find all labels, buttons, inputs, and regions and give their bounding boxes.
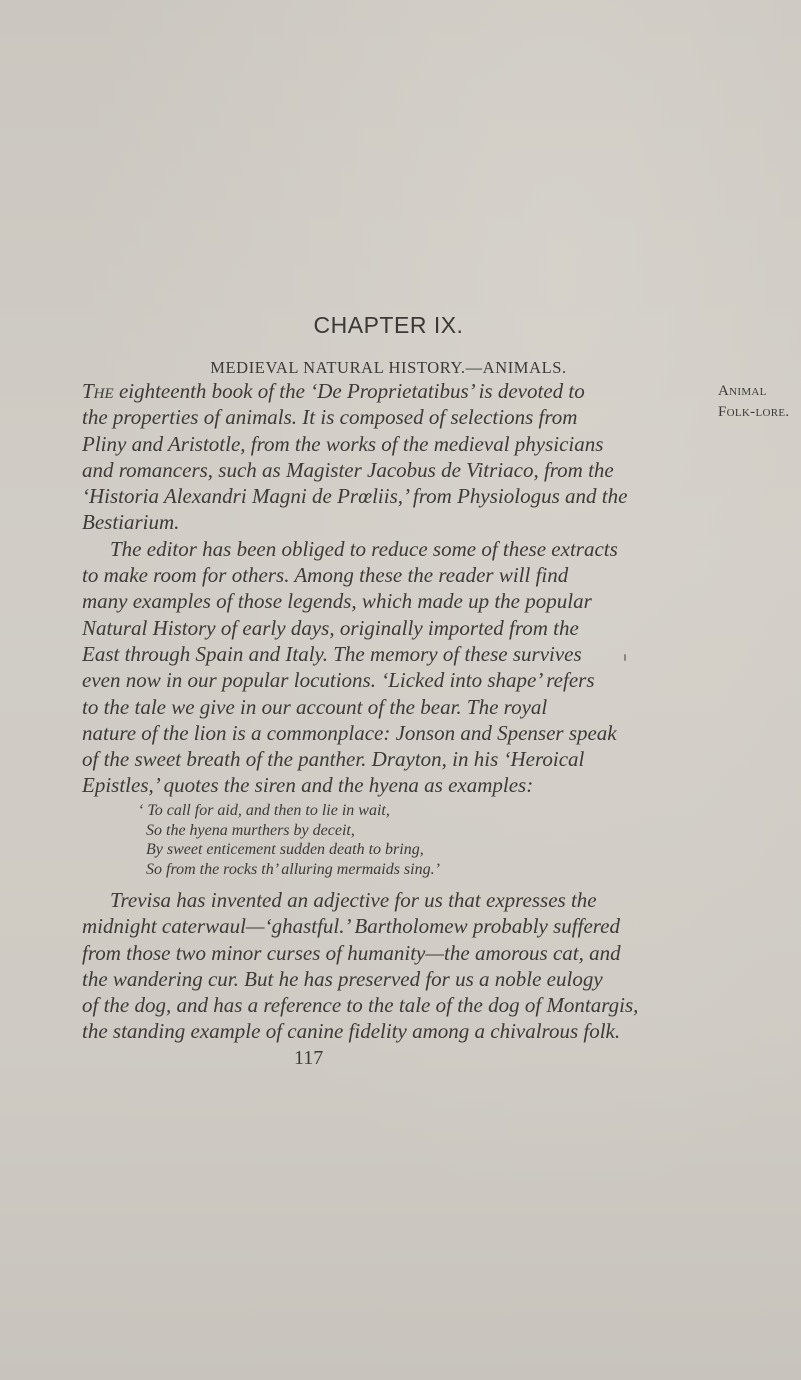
text-line: to the tale we give in our account of the bear. The royal bbox=[82, 694, 548, 719]
body-text-continued bbox=[82, 887, 716, 1045]
verse-line: So the hyena murthers by deceit, bbox=[146, 821, 355, 839]
section-title: MEDIEVAL NATURAL HISTORY.—ANIMALS. bbox=[210, 358, 567, 377]
text-line: the wandering cur. But he has preserved for us a noble eulogy bbox=[82, 966, 603, 991]
text-line: Trevisa has invented an adjective for us that expresses the bbox=[110, 888, 597, 912]
margin-note bbox=[718, 381, 801, 423]
verse-line: ‘ To call for aid, and then to lie in wait, bbox=[138, 802, 390, 819]
text-line: of the sweet breath of the panther. Drayton, in his ‘Heroical bbox=[82, 747, 585, 772]
chapter-title: CHAPTER IX. bbox=[313, 312, 464, 338]
text-line: even now in our popular locutions. ‘Licked into shape’ refers bbox=[82, 668, 595, 693]
text-line: from those two minor curses of humanity—the amorous cat, and bbox=[82, 940, 621, 965]
text-line: Pliny and Aristotle, from the works of the medieval physicians bbox=[82, 431, 604, 456]
opening-word: The bbox=[82, 379, 114, 403]
ink-speck bbox=[624, 654, 626, 661]
verse-line: By sweet enticement sudden death to bring, bbox=[146, 841, 424, 859]
text-line: Bestiarium. bbox=[82, 510, 180, 535]
text-line: nature of the lion is a commonplace: Jonson and Spenser speak bbox=[82, 720, 617, 745]
text-line: and romancers, such as Magister Jacobus de Vitriaco, from the bbox=[82, 457, 614, 482]
verse-quotation bbox=[138, 801, 440, 879]
text-line: ‘Historia Alexandri Magni de Prœliis,’ from Physiologus and the bbox=[82, 484, 628, 509]
text-line: of the dog, and has a reference to the tale of the dog of Montargis, bbox=[82, 993, 639, 1018]
body-text bbox=[82, 378, 716, 799]
margin-note-line-2: Folk-lore. bbox=[718, 404, 790, 420]
text-line: midnight caterwaul—‘ghastful.’ Bartholomew probably suffered bbox=[82, 914, 621, 939]
verse-line: So from the rocks th’ alluring mermaids sing.’ bbox=[146, 860, 440, 878]
text-line: Natural History of early days, originally imported from the bbox=[82, 615, 579, 640]
text-line: to make room for others. Among these the reader will find bbox=[82, 563, 569, 588]
text-line: the standing example of canine fidelity among a chivalrous folk. bbox=[82, 1019, 621, 1044]
text-line: The eighteenth book of the ‘De Proprietatibus’ is devoted to bbox=[82, 379, 585, 403]
text-line: many examples of those legends, which made up the popular bbox=[82, 589, 592, 614]
margin-note-line-1: Animal bbox=[718, 383, 767, 399]
page-number: 117 bbox=[294, 1047, 324, 1069]
text-line: East through Spain and Italy. The memory of these survives bbox=[82, 641, 582, 666]
text-line: The editor has been obliged to reduce some of these extracts bbox=[110, 536, 618, 561]
text-line: Epistles,’ quotes the siren and the hyena as examples: bbox=[82, 773, 534, 798]
text-line: the properties of animals. It is composed of selections from bbox=[82, 405, 578, 430]
